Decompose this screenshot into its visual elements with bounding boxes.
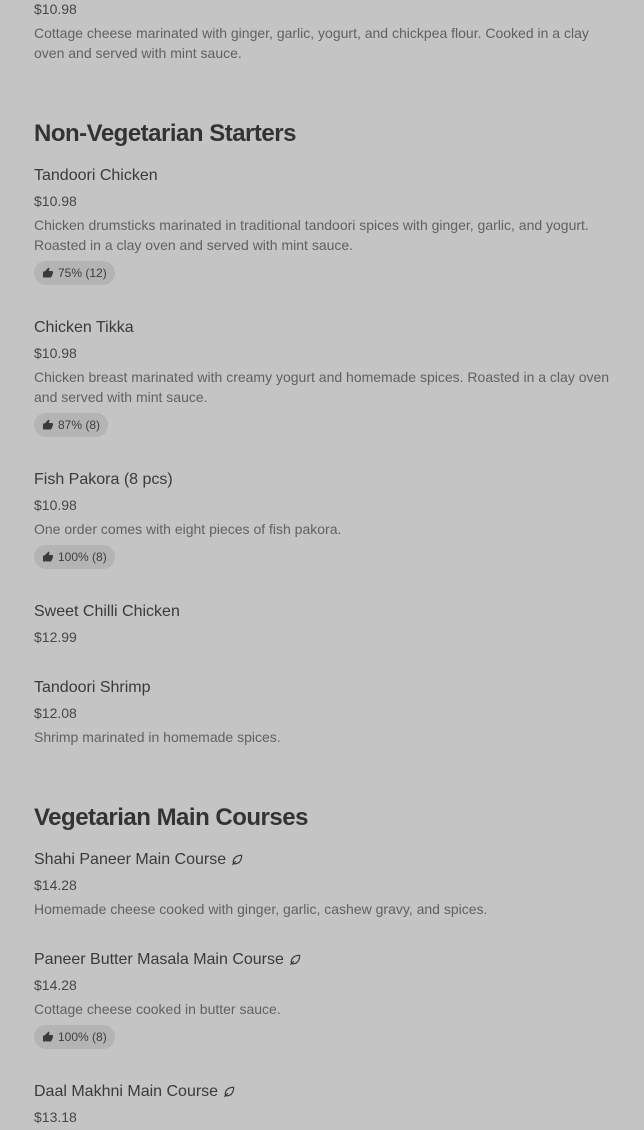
- item-price: $10.98: [34, 1, 77, 17]
- item-name: [34, 948, 618, 972]
- menu-item-tandoori-chicken[interactable]: [34, 164, 618, 285]
- item-description: Cottage cheese marinated with ginger, garlic, yogurt, and chickpea flour. Cooked in a clay oven and served with mint sauce.: [34, 25, 589, 61]
- menu-item-tandoori-shrimp[interactable]: [34, 676, 618, 747]
- leaf-icon: [222, 1085, 236, 1099]
- item-description: Chicken breast marinated with creamy yogurt and homemade spices. Roasted in a clay oven and served with mint sauce.: [34, 369, 610, 405]
- item-price: $12.08: [34, 705, 77, 721]
- item-price: $10.98: [34, 193, 77, 209]
- thumbs-up-icon: [42, 419, 54, 431]
- item-name: [34, 848, 618, 872]
- item-description: Shrimp marinated in homemade spices.: [34, 729, 281, 745]
- item-price: $14.28: [34, 977, 77, 993]
- rating-text: 100% (8): [58, 550, 107, 564]
- menu-item-sweet-chilli-chicken[interactable]: [34, 600, 180, 647]
- item-name-text: Sweet Chilli Chicken: [34, 603, 180, 620]
- item-description: Chicken drumsticks marinated in traditional tandoori spices with ginger, garlic, and yogurt. Roasted in a clay oven and served with mint sauce.: [34, 217, 589, 253]
- item-name: [34, 316, 618, 340]
- rating-text: 87% (8): [58, 418, 101, 432]
- item-name: [34, 1080, 236, 1104]
- item-price: $14.28: [34, 877, 77, 893]
- item-name: [34, 468, 618, 492]
- rating-text: 100% (8): [58, 1030, 107, 1044]
- menu-item-chicken-tikka[interactable]: [34, 316, 618, 437]
- leaf-icon: [288, 953, 302, 967]
- item-name-text: Tandoori Shrimp: [34, 679, 151, 696]
- menu-item-fish-pakora[interactable]: [34, 468, 618, 569]
- item-price: $13.18: [34, 1109, 77, 1125]
- item-name-text: Chicken Tikka: [34, 319, 134, 336]
- menu-item-paneer-butter-masala[interactable]: [34, 948, 618, 1049]
- thumbs-up-icon: [42, 1031, 54, 1043]
- rating-badge: [34, 413, 108, 437]
- item-description: One order comes with eight pieces of fish pakora.: [34, 521, 342, 537]
- section-vegetarian-main-courses: [34, 802, 308, 834]
- rating-badge: [34, 545, 115, 569]
- thumbs-up-icon: [42, 551, 54, 563]
- leaf-icon: [230, 853, 244, 867]
- item-price: $10.98: [34, 345, 77, 361]
- rating-badge: [34, 1025, 115, 1049]
- menu-item-shahi-paneer[interactable]: [34, 848, 618, 919]
- item-name-text: Fish Pakora (8 pcs): [34, 471, 173, 488]
- item-name: [34, 676, 618, 700]
- thumbs-up-icon: [42, 267, 54, 279]
- menu-item-paneer-tikka[interactable]: [34, 0, 618, 63]
- section-non-vegetarian-starters: [34, 118, 296, 150]
- item-name: [34, 600, 180, 624]
- section-title: Non-Vegetarian Starters: [34, 120, 296, 147]
- item-description: Cottage cheese cooked in butter sauce.: [34, 1001, 281, 1017]
- rating-badge: [34, 261, 115, 285]
- item-name: [34, 164, 618, 188]
- menu-item-daal-makhni[interactable]: [34, 1080, 236, 1127]
- item-description: Homemade cheese cooked with ginger, garlic, cashew gravy, and spices.: [34, 901, 488, 917]
- item-name-text: Tandoori Chicken: [34, 167, 158, 184]
- item-price: $12.99: [34, 629, 77, 645]
- item-name-text: Shahi Paneer Main Course: [34, 851, 227, 868]
- rating-text: 75% (12): [58, 266, 107, 280]
- section-title: Vegetarian Main Courses: [34, 804, 308, 831]
- item-price: $10.98: [34, 497, 77, 513]
- item-name-text: Daal Makhni Main Course: [34, 1083, 219, 1100]
- item-name-text: Paneer Butter Masala Main Course: [34, 951, 284, 968]
